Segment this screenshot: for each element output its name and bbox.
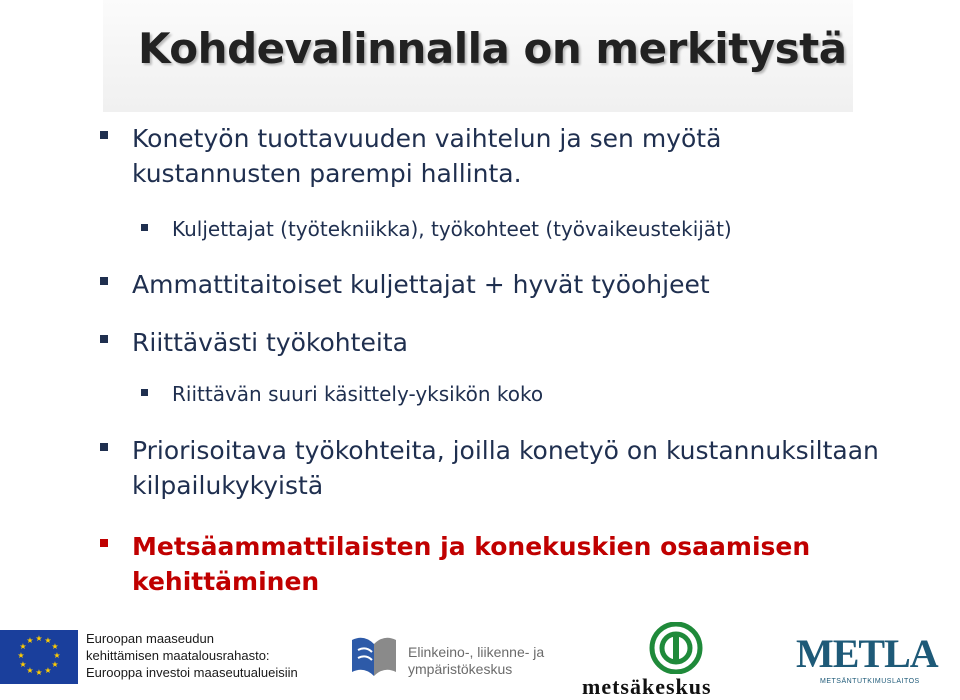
sub-bullet-unit-size: [141, 381, 543, 407]
eu-text-line: Euroopan maaseudun: [86, 631, 214, 646]
svg-text:★: ★: [53, 651, 61, 660]
svg-text:★: ★: [35, 668, 43, 677]
bullet-text-line: kehittäminen: [132, 567, 320, 596]
ely-logo-icon: [344, 630, 404, 686]
bullet-text-line: kustannusten parempi hallinta.: [132, 159, 522, 188]
svg-text:★: ★: [19, 642, 27, 651]
svg-text:★: ★: [19, 660, 27, 669]
eu-text-line: kehittämisen maatalousrahasto:: [86, 648, 270, 663]
ely-text: [408, 644, 544, 678]
svg-text:★: ★: [26, 666, 34, 675]
bullet-text: Riittävästi työkohteita: [132, 328, 408, 357]
metsakeskus-name: metsäkeskus: [582, 674, 712, 699]
ely-text-line: Elinkeino-, liikenne- ja: [408, 644, 545, 660]
eu-text-line: Eurooppa investoi maaseutualueisiin: [86, 665, 298, 680]
bullet-square-icon: [141, 389, 148, 396]
slide-title: Kohdevalinnalla on merkitystä: [138, 24, 847, 73]
bullet-text: Riittävän suuri käsittely-yksikön koko: [172, 382, 544, 406]
bullet-square-icon: [100, 443, 108, 451]
sub-bullet-drivers: [141, 216, 732, 242]
svg-text:★: ★: [51, 642, 59, 651]
footer-logos: [0, 622, 960, 698]
bullet-text: Ammattitaitoiset kuljettajat + hyvät työohjeet: [132, 270, 710, 299]
metla-name: METLA: [796, 631, 938, 676]
svg-text:★: ★: [26, 636, 34, 645]
bullet-square-icon: [100, 539, 108, 547]
svg-text:★: ★: [17, 651, 25, 660]
bullet-square-icon: [100, 277, 108, 285]
svg-text:★: ★: [44, 636, 52, 645]
bullet-competence-development: [100, 529, 810, 599]
bullet-square-icon: [141, 224, 148, 231]
bullet-enough-sites: [100, 325, 408, 360]
metsakeskus-logo-icon: [647, 622, 705, 674]
svg-text:★: ★: [35, 634, 43, 643]
metla-subtitle: METSÄNTUTKIMUSLAITOS: [820, 678, 920, 685]
bullet-productivity: [100, 121, 721, 191]
eu-fund-text: [86, 630, 298, 681]
svg-text:★: ★: [51, 660, 59, 669]
bullet-text-line: Priorisoitava työkohteita, joilla konetyö on kustannuksiltaan: [132, 436, 879, 465]
svg-text:★: ★: [44, 666, 52, 675]
bullet-square-icon: [100, 131, 108, 139]
bullet-text-line: Konetyön tuottavuuden vaihtelun ja sen myötä: [132, 124, 722, 153]
bullet-text: Kuljettajat (työtekniikka), työkohteet (työvaikeustekijät): [172, 217, 732, 241]
bullet-square-icon: [100, 335, 108, 343]
bullet-text-line: kilpailukykyistä: [132, 471, 324, 500]
bullet-text-line: Metsäammattilaisten ja konekuskien osaamisen: [132, 532, 811, 561]
bullet-prioritize: [100, 433, 879, 503]
ely-text-line: ympäristökeskus: [408, 661, 513, 677]
eu-flag-icon: [0, 630, 78, 684]
bullet-skilled-drivers: [100, 267, 710, 302]
